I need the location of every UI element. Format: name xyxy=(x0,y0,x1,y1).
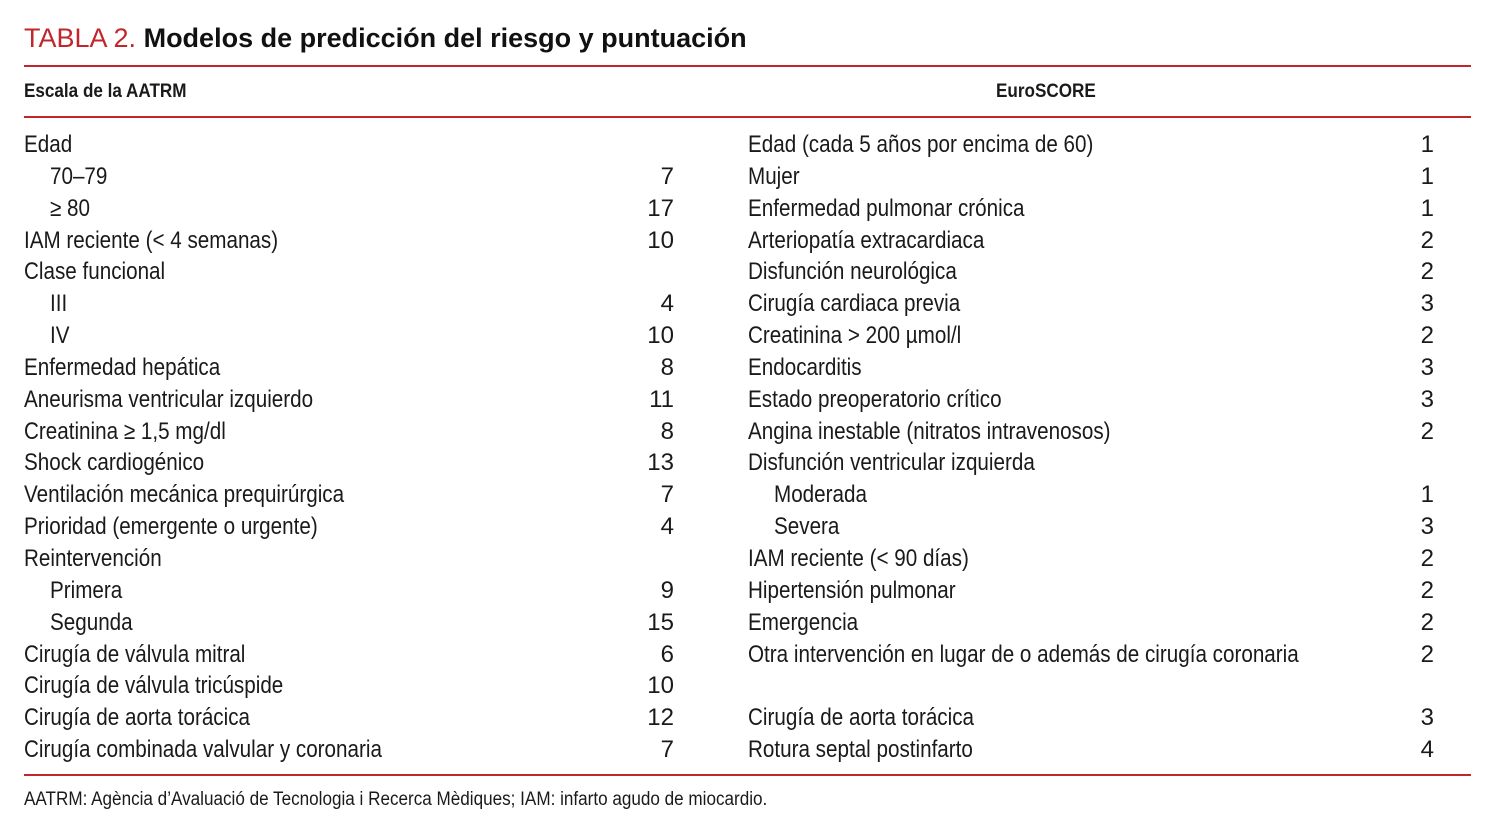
header-rule xyxy=(24,116,1471,118)
row-label: Segunda xyxy=(50,608,133,636)
table-row xyxy=(24,479,674,511)
row-label: Disfunción ventricular izquierda xyxy=(748,449,1035,477)
table-row xyxy=(24,256,674,288)
table-row xyxy=(748,225,1434,257)
row-label: Emergencia xyxy=(748,608,859,636)
row-label: Arteriopatía extracardiaca xyxy=(748,226,985,254)
row-value: 11 xyxy=(649,385,674,413)
row-label: Shock cardiogénico xyxy=(24,449,205,477)
row-value: 2 xyxy=(1420,608,1434,636)
table-row xyxy=(24,352,674,384)
table-row xyxy=(748,256,1434,288)
row-value: 2 xyxy=(1420,417,1434,445)
row-label: Enfermedad pulmonar crónica xyxy=(748,194,1025,222)
table-row xyxy=(24,129,674,161)
row-value: 7 xyxy=(660,162,674,190)
row-value: 12 xyxy=(647,704,674,732)
row-label: Rotura septal postinfarto xyxy=(748,736,973,764)
row-value: 17 xyxy=(647,194,674,222)
right-column-header: EuroSCORE xyxy=(996,81,1096,102)
row-value: 3 xyxy=(1420,353,1434,381)
table-row xyxy=(748,734,1434,766)
table-row xyxy=(748,416,1434,448)
row-value: 4 xyxy=(660,513,674,541)
table-row xyxy=(24,193,674,225)
row-value: 2 xyxy=(1420,226,1434,254)
row-label: Cirugía de aorta torácica xyxy=(24,704,251,732)
row-value: 13 xyxy=(647,449,674,477)
row-value: 10 xyxy=(647,672,674,700)
table-row xyxy=(748,511,1434,543)
row-value: 2 xyxy=(1420,576,1434,604)
row-value: 15 xyxy=(647,608,674,636)
row-value: 1 xyxy=(1420,481,1434,509)
table-row xyxy=(24,575,674,607)
table-row xyxy=(748,320,1434,352)
row-label: Angina inestable (nitratos intravenosos) xyxy=(748,417,1111,445)
row-value: 6 xyxy=(660,640,674,668)
table-row xyxy=(24,416,674,448)
row-label: Moderada xyxy=(774,481,867,509)
table-row-empty xyxy=(748,670,1434,702)
table-row xyxy=(24,320,674,352)
table-row xyxy=(24,161,674,193)
table-row xyxy=(748,575,1434,607)
table-row xyxy=(24,384,674,416)
table-row xyxy=(24,702,674,734)
row-label: Severa xyxy=(774,513,840,541)
row-label: 70–79 xyxy=(50,162,108,190)
left-table-column xyxy=(24,129,674,766)
bottom-rule xyxy=(24,774,1471,776)
table-title-text: Modelos de predicción del riesgo y puntuación xyxy=(143,23,747,53)
top-rule xyxy=(24,65,1471,67)
row-value: 2 xyxy=(1420,322,1434,350)
row-label: Creatinina ≥ 1,5 mg/dl xyxy=(24,417,226,445)
table-row xyxy=(748,352,1434,384)
row-label: Primera xyxy=(50,576,123,604)
row-value: 2 xyxy=(1420,258,1434,286)
row-label: Prioridad (emergente o urgente) xyxy=(24,513,318,541)
row-label: Estado preoperatorio crítico xyxy=(748,385,1002,413)
row-label: IAM reciente (< 4 semanas) xyxy=(24,226,279,254)
row-label: Cirugía de válvula mitral xyxy=(24,640,246,668)
row-label: Reintervención xyxy=(24,544,162,572)
row-label: Otra intervención en lugar de o además de cirugía coronaria xyxy=(748,640,1299,668)
row-label: Aneurisma ventricular izquierdo xyxy=(24,385,314,413)
row-label: Disfunción neurológica xyxy=(748,258,957,286)
row-value: 3 xyxy=(1420,704,1434,732)
left-column-header: Escala de la AATRM xyxy=(24,81,187,102)
row-value: 9 xyxy=(660,576,674,604)
row-value: 2 xyxy=(1420,640,1434,668)
row-value: 3 xyxy=(1420,290,1434,318)
row-value: 1 xyxy=(1420,194,1434,222)
row-label: Creatinina > 200 µmol/l xyxy=(748,322,962,350)
table-row xyxy=(748,288,1434,320)
row-label: Cirugía cardiaca previa xyxy=(748,290,961,318)
row-label: ≥ 80 xyxy=(50,194,91,222)
row-value: 3 xyxy=(1420,385,1434,413)
row-label: Edad (cada 5 años por encima de 60) xyxy=(748,131,1094,158)
row-value: 4 xyxy=(660,290,674,318)
table-row xyxy=(748,193,1434,225)
row-label: Edad xyxy=(24,131,73,158)
table-row xyxy=(24,511,674,543)
row-label: IAM reciente (< 90 días) xyxy=(748,544,969,572)
row-value: 1 xyxy=(1420,162,1434,190)
row-label: Enfermedad hepática xyxy=(24,353,221,381)
table-title xyxy=(24,20,747,56)
table-row xyxy=(24,288,674,320)
row-value: 8 xyxy=(660,353,674,381)
row-label: IV xyxy=(50,322,70,350)
table-row xyxy=(748,479,1434,511)
table-row xyxy=(24,734,674,766)
row-value: 7 xyxy=(660,736,674,764)
table-row xyxy=(748,129,1434,161)
row-label: Cirugía de válvula tricúspide xyxy=(24,672,284,700)
row-label: Cirugía combinada valvular y coronaria xyxy=(24,736,382,764)
table-row xyxy=(24,225,674,257)
table-row xyxy=(748,543,1434,575)
row-label: Endocarditis xyxy=(748,353,862,381)
table-label: TABLA 2. xyxy=(24,23,137,53)
row-value: 8 xyxy=(660,417,674,445)
row-value: 3 xyxy=(1420,513,1434,541)
table-footnote: AATRM: Agència d’Avaluació de Tecnologia i Recerca Mèdiques; IAM: infarto agudo de miocardio. xyxy=(24,789,768,810)
row-label: III xyxy=(50,290,68,318)
row-label: Hipertensión pulmonar xyxy=(748,576,956,604)
row-label: Ventilación mecánica prequirúrgica xyxy=(24,481,345,509)
table-row xyxy=(748,607,1434,639)
row-label: Cirugía de aorta torácica xyxy=(748,704,975,732)
row-label: Mujer xyxy=(748,162,800,190)
table-row xyxy=(24,543,674,575)
row-value: 1 xyxy=(1420,131,1434,158)
row-value: 2 xyxy=(1420,544,1434,572)
table-row xyxy=(24,670,674,702)
right-table-column xyxy=(748,129,1434,766)
row-value: 7 xyxy=(660,481,674,509)
table-row xyxy=(24,447,674,479)
row-value: 4 xyxy=(1420,736,1434,764)
table-row xyxy=(748,161,1434,193)
table-row xyxy=(748,639,1434,671)
table-row xyxy=(24,607,674,639)
table-row xyxy=(748,702,1434,734)
table-row xyxy=(24,639,674,671)
table-row xyxy=(748,447,1434,479)
row-value: 10 xyxy=(647,322,674,350)
table-row xyxy=(748,384,1434,416)
row-label: Clase funcional xyxy=(24,258,166,286)
row-value: 10 xyxy=(647,226,674,254)
